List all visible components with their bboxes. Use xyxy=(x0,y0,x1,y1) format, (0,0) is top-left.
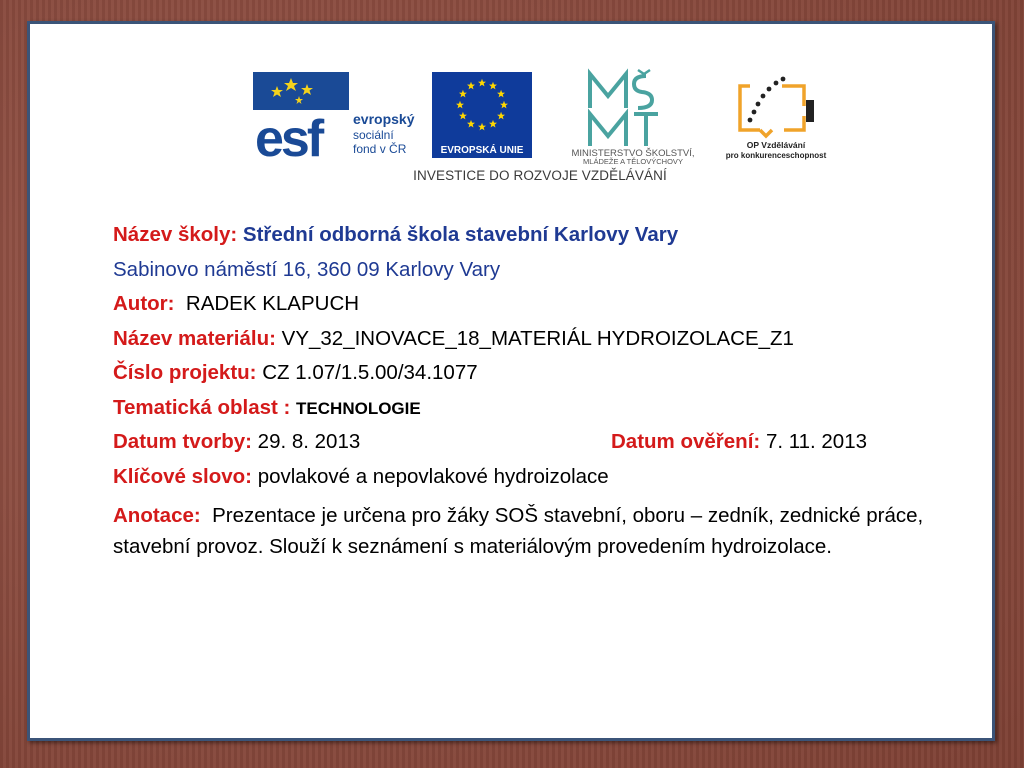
tagline: INVESTICE DO ROZVOJE VZDĚLÁVÁNÍ xyxy=(413,168,667,183)
area-line xyxy=(113,391,962,426)
author-label: Autor: xyxy=(113,292,175,315)
created-value: 29. 8. 2013 xyxy=(257,430,361,453)
annotation-label: Anotace: xyxy=(113,504,201,527)
esf-line1: evropský xyxy=(353,111,415,127)
esf-logo xyxy=(253,72,425,158)
address-line: Sabinovo náměstí 16, 360 09 Karlovy Vary xyxy=(113,257,501,281)
annotation-paragraph xyxy=(113,500,943,562)
material-label: Název materiálu: xyxy=(113,326,276,350)
eu-label: EVROPSKÁ UNIE xyxy=(440,145,524,156)
esf-mark: esf xyxy=(255,110,322,158)
msmt-line2: MLÁDEŽE A TĚLOVÝCHOVY xyxy=(583,157,683,164)
area-label: Tematická oblast : xyxy=(113,395,291,419)
project-value: CZ 1.07/1.5.00/34.1077 xyxy=(262,361,478,384)
msmt-line1: MINISTERSTVO ŠKOLSTVÍ, xyxy=(571,148,695,159)
author-value: RADEK KLAPUCH xyxy=(185,292,360,315)
eu-flag-logo xyxy=(432,72,532,158)
annotation-value: Prezentace je určena pro žáky SOŠ stavební, oboru – zedník, zednické práce, stavební provoz. Slouží k seznámení s materiálovým provedením hydroizolace. xyxy=(113,504,924,558)
verified-value: 7. 11. 2013 xyxy=(765,430,868,453)
project-line xyxy=(113,356,962,391)
keyword-value: povlakové a nepovlakové hydroizolace xyxy=(257,464,609,488)
school-label: Název školy: xyxy=(113,223,238,246)
info-block xyxy=(113,218,962,562)
created-label: Datum tvorby: xyxy=(113,430,252,453)
school-value: Střední odborná škola stavební Karlovy Vary xyxy=(242,223,679,246)
slide xyxy=(27,21,995,741)
verified-label: Datum ověření: xyxy=(611,430,761,453)
material-line xyxy=(113,322,962,357)
author-line xyxy=(113,287,962,322)
opvk-line1: OP Vzdělávání xyxy=(746,140,806,150)
project-label: Číslo projektu: xyxy=(113,361,257,384)
school-line xyxy=(113,218,962,253)
esf-line2: sociální xyxy=(353,128,394,142)
material-value: VY_32_INOVACE_18_MATERIÁL HYDROIZOLACE_Z1 xyxy=(281,326,794,350)
opvk-line2: pro konkurenceschopnost xyxy=(725,151,827,160)
keyword-label: Klíčové slovo: xyxy=(113,464,252,488)
keyword-line xyxy=(113,460,962,495)
verified-group xyxy=(611,425,867,460)
esf-line3: fond v ČR xyxy=(353,142,407,156)
op-vk-logo xyxy=(720,72,832,162)
area-value: TECHNOLOGIE xyxy=(296,398,421,418)
dates-line xyxy=(113,425,962,460)
msmt-logo xyxy=(542,68,724,164)
